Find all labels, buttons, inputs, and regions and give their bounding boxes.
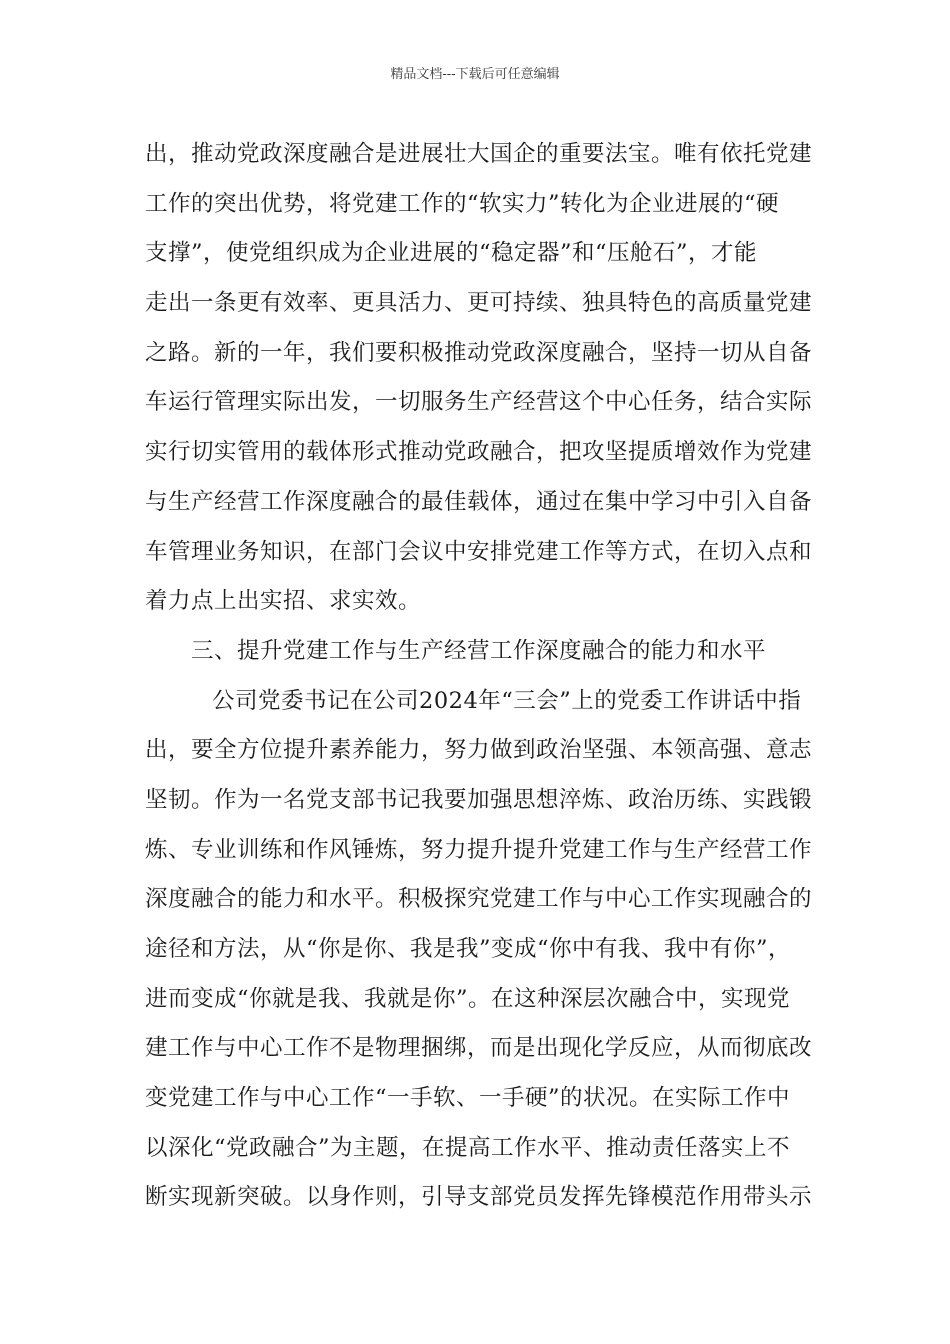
text-line: 车管理业务知识，在部门会议中安排党建工作等方式，在切入点和 xyxy=(145,538,813,565)
page-header: 精品文档---下载后可任意编辑 xyxy=(390,67,560,82)
text-line: 炼、专业训练和作风锤炼，努力提升提升党建工作与生产经营工作 xyxy=(145,836,813,863)
text-line: 与生产经营工作深度融合的最佳载体，通过在集中学习中引入自备 xyxy=(145,488,813,515)
text-line: 进而变成“你就是我、我就是你”。在这种深层次融合中，实现党 xyxy=(145,985,791,1012)
text-line: 建工作与中心工作不是物理捆绑，而是出现化学反应，从而彻底改 xyxy=(145,1035,813,1062)
text-line: 出，推动党政深度融合是进展壮大国企的重要法宝。唯有依托党建 xyxy=(145,141,813,167)
text-line: 出，要全方位提升素养能力，努力做到政治坚强、本领高强、意志 xyxy=(145,737,813,764)
text-line: 以深化“党政融合”为主题，在提高工作水平、推动责任落实上不 xyxy=(145,1134,791,1161)
text-line: 实行切实管用的载体形式推动党政融合，把攻坚提质增效作为党建 xyxy=(145,439,813,466)
text-line: 之路。新的一年，我们要积极推动党政深度融合，坚持一切从自备 xyxy=(145,339,813,366)
text-line: 坚韧。作为一名党支部书记我要加强思想淬炼、政治历练、实践锻 xyxy=(145,786,813,813)
document-body xyxy=(145,130,825,1223)
text-line: 变党建工作与中心工作“一手软、一手硬”的状况。在实际工作中 xyxy=(145,1085,791,1112)
text-line: 公司党委书记在公司2024年“三会”上的党委工作讲话中指 xyxy=(212,687,802,714)
text-line: 走出一条更有效率、更具活力、更可持续、独具特色的高质量党建 xyxy=(145,290,813,317)
text-line: 工作的突出优势，将党建工作的“软实力”转化为企业进展的“硬 xyxy=(145,190,780,217)
text-line: 支撑”，使党组织成为企业进展的“稳定器”和“压舱石”，才能 xyxy=(145,240,758,267)
text-line: 着力点上出实招、求实效。 xyxy=(145,588,422,615)
text-line: 深度融合的能力和水平。积极探究党建工作与中心工作实现融合的 xyxy=(145,886,813,913)
text-line: 途径和方法，从“你是你、我是我”变成“你中有我、我中有你”， xyxy=(145,936,792,962)
text-line: 车运行管理实际出发，一切服务生产经营这个中心任务，结合实际 xyxy=(145,389,813,416)
section-heading: 三、提升党建工作与生产经营工作深度融合的能力和水平 xyxy=(191,637,767,664)
paragraph-section3 xyxy=(145,677,825,1224)
paragraph-continuation xyxy=(145,130,825,627)
text-line: 断实现新突破。以身作则，引导支部党员发挥先锋模范作用带头示 xyxy=(145,1184,813,1211)
